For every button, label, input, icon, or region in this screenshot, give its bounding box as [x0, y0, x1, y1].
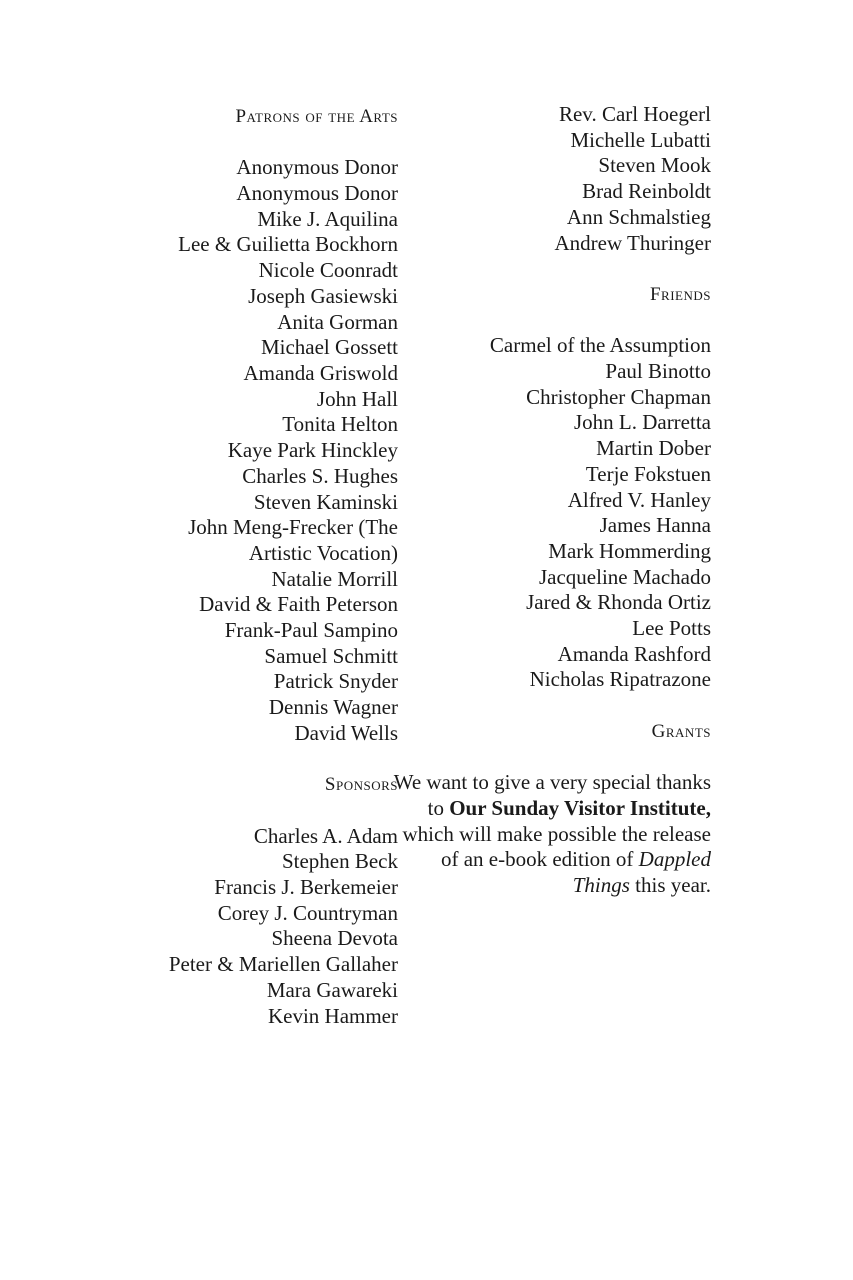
friend-name: Nicholas Ripatrazone: [529, 667, 711, 692]
sponsor-name: Mara Gawareki: [266, 977, 398, 1002]
patron-name: Anonymous Donor: [236, 181, 398, 206]
patron-name: Mike J. Aquilina: [257, 206, 398, 231]
friend-name: Amanda Rashford: [557, 641, 711, 666]
friend-name: Lee Potts: [632, 616, 711, 641]
patron-name: Natalie Morrill: [271, 566, 398, 591]
sponsor-name: Kevin Hammer: [267, 1003, 398, 1028]
patron-name: Joseph Gasiewski: [248, 283, 398, 308]
left-column: [68, 104, 398, 1029]
friends-heading: Friends: [649, 283, 711, 305]
patron-name: Lee & Guilietta Bockhorn: [178, 232, 398, 257]
friend-name: James Hanna: [599, 513, 711, 538]
sponsor-name: Ann Schmalstieg: [566, 204, 711, 229]
right-column: [381, 102, 711, 899]
friend-name: Martin Dober: [596, 436, 711, 461]
friends-list: [381, 333, 711, 693]
sponsor-name: Andrew Thuringer: [554, 230, 711, 255]
sponsor-name: Corey J. Countryman: [217, 900, 398, 925]
friend-name: Alfred V. Hanley: [567, 487, 711, 512]
sponsor-name: Brad Reinboldt: [582, 179, 711, 204]
patrons-heading: Patrons of the Arts: [235, 106, 398, 127]
patron-name: Nicole Coonradt: [258, 258, 398, 283]
friend-name: Terje Fokstuen: [585, 461, 711, 486]
patron-name: John Hall: [316, 386, 398, 411]
sponsor-name: Steven Mook: [598, 153, 711, 178]
patron-name: Anonymous Donor: [236, 155, 398, 180]
patron-name: Artistic Vocation): [248, 540, 398, 565]
grants-text-middle: which will make possible the release of an e-book edition of: [402, 821, 711, 872]
grants-paragraph: [381, 770, 711, 899]
patron-name: David Wells: [294, 720, 398, 745]
patron-name: Amanda Griswold: [243, 361, 398, 385]
patron-name: Steven Kaminski: [253, 489, 398, 514]
patron-name: Patrick Snyder: [273, 669, 398, 694]
friend-name: Paul Binotto: [605, 358, 711, 383]
sponsors-list-part-2: [381, 102, 711, 256]
friend-name: Carmel of the Assumption: [489, 333, 711, 358]
patron-name: Charles S. Hughes: [242, 463, 398, 488]
friend-name: Jacqueline Machado: [538, 564, 711, 589]
grants-text-after: this year.: [629, 873, 711, 897]
friend-name: John L. Darretta: [573, 410, 711, 435]
patron-name: David & Faith Peterson: [199, 592, 398, 617]
institute-name: Our Sunday Visitor Institute,: [449, 795, 711, 820]
sponsor-name: Charles A. Adam: [253, 823, 398, 848]
grants-heading: Grants: [651, 720, 711, 742]
patron-name: Anita Gorman: [277, 309, 398, 334]
patron-name: Kaye Park Hinckley: [227, 438, 398, 463]
sponsor-name: Michelle Lubatti: [570, 127, 711, 152]
sponsor-name: Francis J. Berkemeier: [214, 875, 398, 900]
sponsors-list-part-1: [68, 824, 398, 1030]
sponsors-heading: Sponsors: [324, 774, 398, 796]
patron-name: Dennis Wagner: [268, 695, 398, 720]
publication-title: Dappled Things: [572, 847, 711, 897]
patron-name: Samuel Schmitt: [264, 643, 398, 668]
sponsor-name: Stephen Beck: [281, 849, 398, 874]
friend-name: Christopher Chapman: [526, 384, 711, 409]
patron-name: John Meng-Frecker (The: [188, 515, 398, 540]
patrons-list: [68, 155, 398, 746]
patron-name: Michael Gossett: [260, 335, 398, 360]
grants-text-before: We want to give a very special thanks to: [393, 770, 711, 820]
sponsor-name: Peter & Mariellen Gallaher: [168, 952, 398, 977]
sponsor-name: Sheena Devota: [271, 926, 398, 951]
patron-name: Frank-Paul Sampino: [224, 618, 398, 643]
patron-name: Tonita Helton: [282, 412, 398, 437]
friend-name: Jared & Rhonda Ortiz: [526, 590, 711, 615]
sponsor-name: Rev. Carl Hoegerl: [558, 102, 711, 126]
friend-name: Mark Hommerding: [548, 538, 711, 563]
